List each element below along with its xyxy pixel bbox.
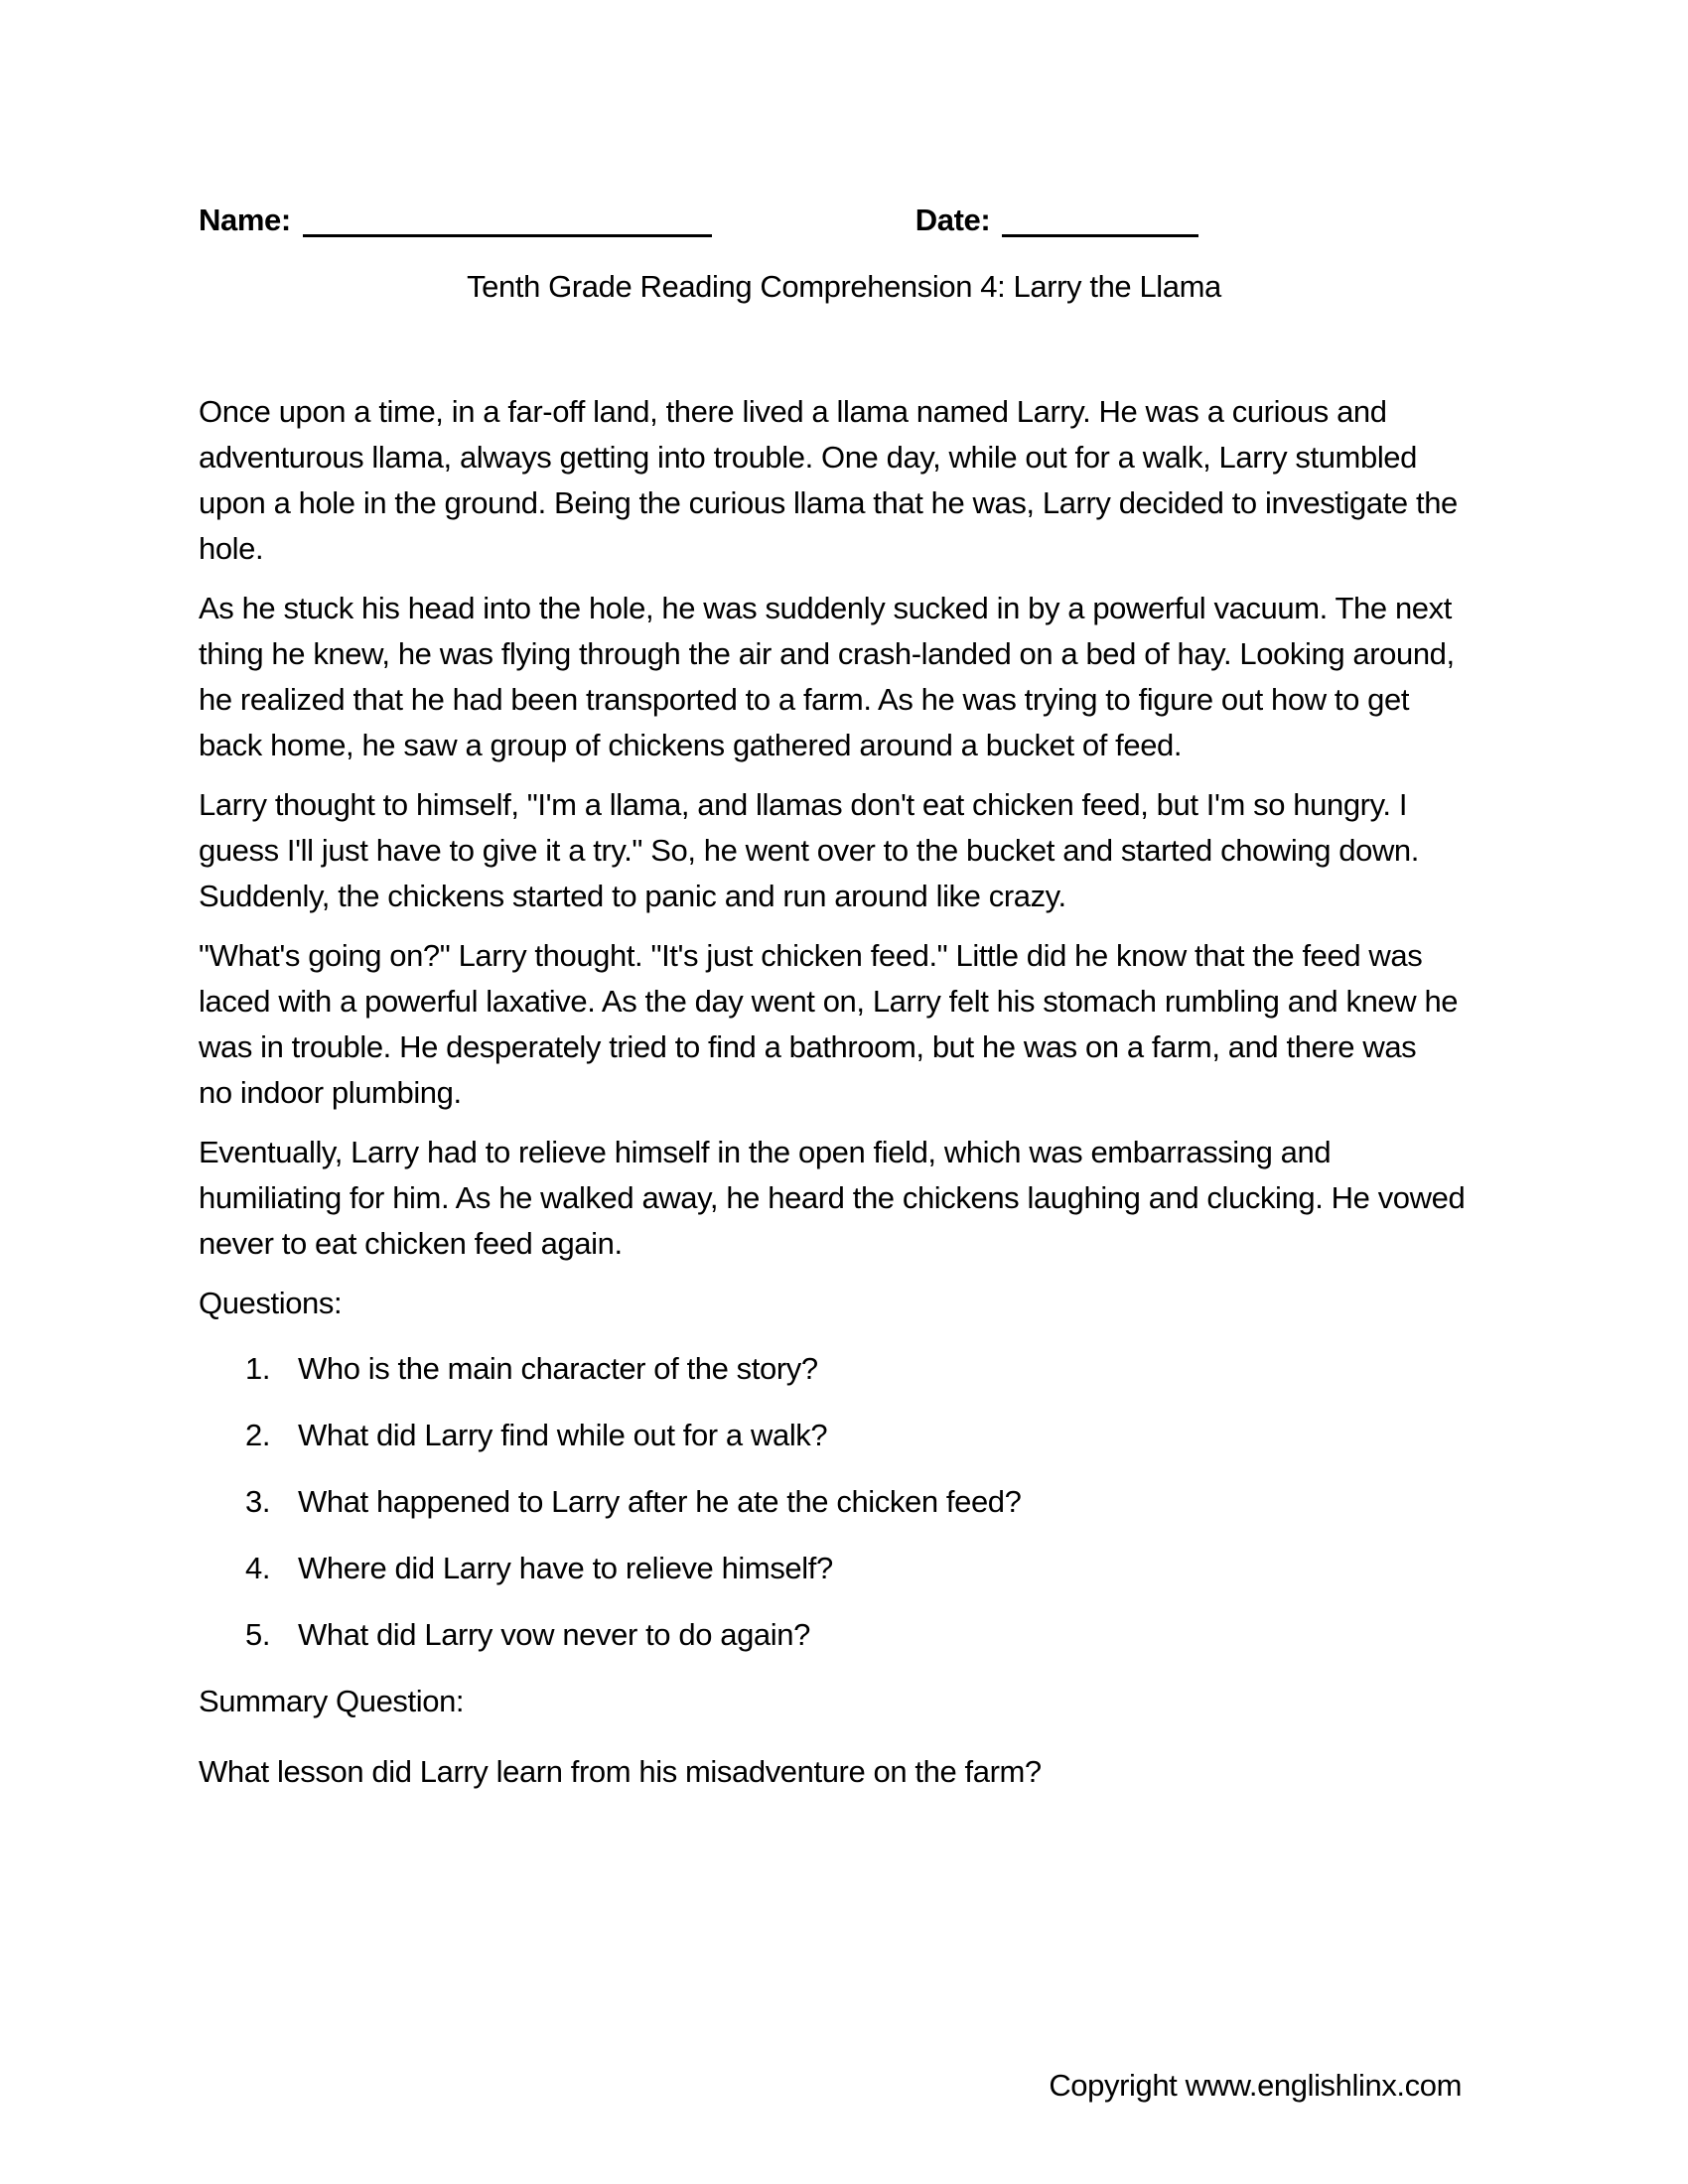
paragraph-line: guess I'll just have to give it a try." So, he went over to the bucket and started chowing down. xyxy=(199,833,1419,868)
paragraph-line: As he stuck his head into the hole, he was suddenly sucked in by a powerful vacuum. The next xyxy=(199,591,1452,625)
story-paragraph xyxy=(199,1130,1499,1267)
question-text: What did Larry vow never to do again? xyxy=(298,1617,810,1652)
question-number: 2. xyxy=(245,1418,271,1452)
date-blank-line xyxy=(1002,204,1198,237)
question-number: 3. xyxy=(245,1484,271,1519)
paragraph-line: upon a hole in the ground. Being the curious llama that he was, Larry decided to investigate the xyxy=(199,485,1458,520)
paragraph-line: was in trouble. He desperately tried to find a bathroom, but he was on a farm, and there was xyxy=(199,1029,1417,1064)
name-label: Name: xyxy=(199,203,291,237)
page-title: Tenth Grade Reading Comprehension 4: Larry the Llama xyxy=(467,269,1221,304)
paragraph-line: laced with a powerful laxative. As the day went on, Larry felt his stomach rumbling and knew he xyxy=(199,984,1459,1019)
question-text: Who is the main character of the story? xyxy=(298,1351,818,1386)
summary-question-label: Summary Question: xyxy=(199,1684,465,1718)
question-text: Where did Larry have to relieve himself? xyxy=(298,1551,833,1585)
paragraph-line: humiliating for him. As he walked away, he heard the chickens laughing and clucking. He vowed xyxy=(199,1180,1466,1215)
paragraph-line: Larry thought to himself, "I'm a llama, and llamas don't eat chicken feed, but I'm so hungry. I xyxy=(199,787,1408,822)
paragraph-line: back home, he saw a group of chickens gathered around a bucket of feed. xyxy=(199,728,1183,762)
question-item xyxy=(245,1479,1499,1525)
copyright-footer: Copyright www.englishlinx.com xyxy=(1049,2068,1462,2103)
header xyxy=(199,197,1489,243)
question-number: 5. xyxy=(245,1617,271,1652)
paragraph-line: no indoor plumbing. xyxy=(199,1075,462,1110)
story-paragraph xyxy=(199,586,1499,768)
worksheet-content xyxy=(199,389,1499,1795)
paragraph-line: adventurous llama, always getting into trouble. One day, while out for a walk, Larry stumbled xyxy=(199,440,1417,475)
paragraph-line: Once upon a time, in a far-off land, there lived a llama named Larry. He was a curious and xyxy=(199,394,1387,429)
date-label: Date: xyxy=(914,203,991,237)
story-paragraph xyxy=(199,933,1499,1116)
question-number: 1. xyxy=(245,1351,271,1386)
questions-label: Questions: xyxy=(199,1286,343,1320)
question-item xyxy=(245,1612,1499,1658)
name-blank-line xyxy=(303,204,712,237)
question-text: What happened to Larry after he ate the chicken feed? xyxy=(298,1484,1022,1519)
paragraph-line: Eventually, Larry had to relieve himself in the open field, which was embarrassing and xyxy=(199,1135,1332,1169)
story-paragraph xyxy=(199,782,1499,919)
story-paragraph xyxy=(199,389,1499,572)
paragraph-line: hole. xyxy=(199,531,264,566)
paragraph-line: Suddenly, the chickens started to panic and run around like crazy. xyxy=(199,879,1066,913)
paragraph-line: never to eat chicken feed again. xyxy=(199,1226,623,1261)
question-item xyxy=(245,1546,1499,1591)
paragraph-line: thing he knew, he was flying through the air and crash-landed on a bed of hay. Looking around, xyxy=(199,636,1455,671)
question-item xyxy=(245,1413,1499,1458)
question-text: What did Larry find while out for a walk? xyxy=(298,1418,828,1452)
summary-question-text: What lesson did Larry learn from his misadventure on the farm? xyxy=(199,1754,1042,1789)
paragraph-line: he realized that he had been transported to a farm. As he was trying to figure out how to get xyxy=(199,682,1410,717)
question-item xyxy=(245,1346,1499,1392)
paragraph-line: "What's going on?" Larry thought. "It's just chicken feed." Little did he know that the feed was xyxy=(199,938,1423,973)
question-number: 4. xyxy=(245,1551,271,1585)
